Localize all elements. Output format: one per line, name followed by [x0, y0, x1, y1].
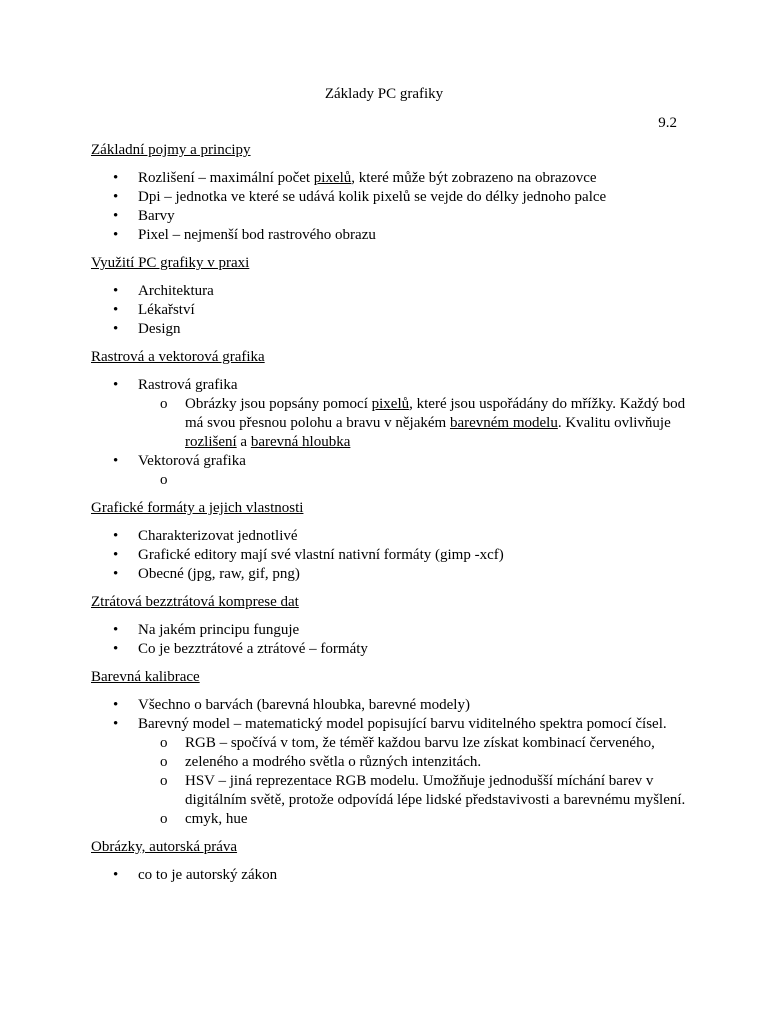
bullet-icon: • [113, 528, 119, 544]
section-heading: Grafické formáty a jejich vlastnosti [91, 500, 304, 516]
sub-list-item [138, 810, 691, 829]
circle-bullet-icon: o [160, 773, 168, 789]
bullet-icon: • [113, 302, 119, 318]
bullet-icon: • [113, 453, 119, 469]
item-text: a [236, 434, 251, 450]
list-item [91, 696, 691, 715]
item-text: Vektorová grafika [138, 453, 246, 469]
bullet-icon: • [113, 716, 119, 732]
bullet-icon: • [113, 867, 119, 883]
item-text: , které může být zobrazeno na obrazovce [351, 170, 597, 186]
bullet-icon: • [113, 697, 119, 713]
bullet-icon: • [113, 547, 119, 563]
sub-list-item [138, 395, 691, 452]
bullet-list [91, 376, 691, 490]
item-text: co to je autorský zákon [138, 867, 278, 883]
list-item [91, 226, 691, 245]
list-item [91, 621, 691, 640]
bullet-icon: • [113, 622, 119, 638]
list-item [91, 188, 691, 207]
list-item [91, 207, 691, 226]
underlined-term: rozlišení [185, 434, 237, 450]
list-item [91, 376, 691, 452]
item-text: Rozlišení – maximální počet [138, 170, 314, 186]
list-item [91, 301, 691, 320]
item-text: Grafické editory mají své vlastní nativní formáty (gimp -xcf) [138, 547, 504, 563]
item-text: Rastrová grafika [138, 377, 238, 393]
item-text: Co je bezztrátové a ztrátové – formáty [138, 641, 368, 657]
item-text: HSV – jiná reprezentace RGB modelu. Umožňuje jednodušší míchání barev v digitálním světě, protože odpovídá lépe lidské představivosti a barevnému myšlení. [185, 773, 686, 808]
bullet-icon: • [113, 227, 119, 243]
sub-list-item [138, 471, 691, 490]
section-heading: Ztrátová bezztrátová komprese dat [91, 594, 299, 610]
bullet-list [91, 866, 691, 885]
bullet-list [91, 282, 691, 339]
section-heading: Barevná kalibrace [91, 669, 200, 685]
sub-list-item [138, 753, 691, 772]
item-text: Všechno o barvách (barevná hloubka, barevné modely) [138, 697, 470, 713]
underlined-term: pixelů [371, 396, 410, 412]
bullet-icon: • [113, 377, 119, 393]
item-text: zeleného a modrého světla o různých intenzitách. [185, 754, 482, 770]
bullet-list [91, 527, 691, 584]
bullet-list [91, 696, 691, 829]
item-text: Barevný model – matematický model popisující barvu viditelného spektra pomocí čísel. [138, 716, 667, 732]
bullet-icon: • [113, 189, 119, 205]
sub-list [138, 734, 691, 829]
section-heading: Obrázky, autorská práva [91, 839, 238, 855]
item-text: Charakterizovat jednotlivé [138, 528, 298, 544]
list-item [91, 282, 691, 301]
circle-bullet-icon: o [160, 396, 168, 412]
bullet-icon: • [113, 566, 119, 582]
item-text: Obrázky jsou popsány pomocí [185, 396, 372, 412]
item-text: Dpi – jednotka ve které se udává kolik pixelů se vejde do délky jednoho palce [138, 189, 607, 205]
bullet-list [91, 621, 691, 659]
document-title: Základy PC grafiky [324, 86, 444, 102]
underlined-term: barevná hloubka [250, 434, 351, 450]
item-text: Barvy [138, 208, 175, 224]
list-item [91, 169, 691, 188]
bullet-icon: • [113, 641, 119, 657]
circle-bullet-icon: o [160, 735, 168, 751]
item-text: cmyk, hue [185, 811, 248, 827]
bullet-list [91, 169, 691, 245]
list-item [91, 452, 691, 490]
item-text: Architektura [138, 283, 214, 299]
item-text: Lékařství [138, 302, 195, 318]
bullet-icon: • [113, 208, 119, 224]
underlined-term: barevném modelu [449, 415, 558, 431]
item-text: RGB – spočívá v tom, že téměř každou barvu lze získat kombinací červeného, [185, 735, 655, 751]
list-item [91, 715, 691, 829]
circle-bullet-icon: o [160, 472, 168, 488]
bullet-icon: • [113, 283, 119, 299]
document-body [91, 141, 691, 894]
item-text: Design [138, 321, 181, 337]
list-item [91, 866, 691, 885]
bullet-icon: • [113, 321, 119, 337]
underlined-term: pixelů [313, 170, 352, 186]
sub-list-item [138, 734, 691, 753]
section-heading: Rastrová a vektorová grafika [91, 349, 265, 365]
item-text: Na jakém principu funguje [138, 622, 300, 638]
circle-bullet-icon: o [160, 754, 168, 770]
bullet-icon: • [113, 170, 119, 186]
item-text: . Kvalitu ovlivňuje [557, 415, 671, 431]
list-item [91, 640, 691, 659]
item-text: Obecné (jpg, raw, gif, png) [138, 566, 300, 582]
page-number: 9.2 [658, 115, 677, 131]
section-heading: Využití PC grafiky v praxi [91, 255, 250, 271]
circle-bullet-icon: o [160, 811, 168, 827]
list-item [91, 320, 691, 339]
sub-list-item [138, 772, 691, 810]
item-text: , které jsou uspořádány do mřížky. Každý bod má svou přesnou polohu a bravu v nějakém [185, 396, 686, 431]
sub-list [138, 395, 691, 452]
item-text: Pixel – nejmenší bod rastrového obrazu [138, 227, 376, 243]
list-item [91, 546, 691, 565]
sub-list [138, 471, 691, 490]
section-heading: Základní pojmy a principy [91, 142, 251, 158]
list-item [91, 565, 691, 584]
list-item [91, 527, 691, 546]
